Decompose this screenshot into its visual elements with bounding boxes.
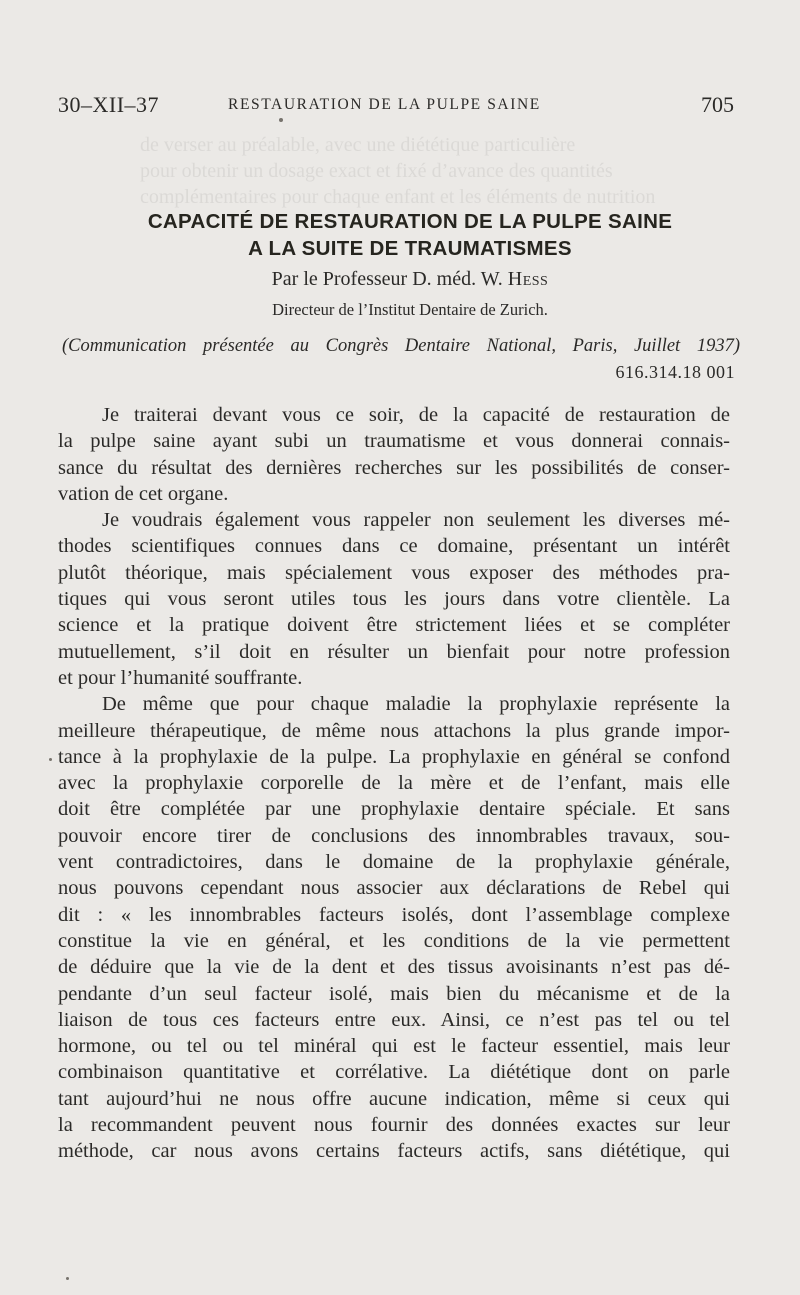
- text-line: dit : « les innombrables facteurs isolés, dont l’assemblage complexe: [58, 903, 730, 926]
- text-line: de déduire que la vie de la dent et des tissus avoisinants n’est pas dé-: [58, 956, 730, 979]
- text-line: combinaison quantitative et corrélative. La diététique dont on parle: [58, 1061, 730, 1084]
- author-name: Hess: [507, 268, 549, 290]
- text-line: thodes scientifiques connues dans ce domaine, présentant un intérêt: [58, 535, 730, 558]
- text-line: tance à la prophylaxie de la pulpe. La prophylaxie en général se confond: [58, 745, 730, 768]
- ink-speck: [279, 118, 283, 122]
- running-head: [58, 92, 734, 122]
- article-title-line-1: CAPACITÉ DE RESTAURATION DE LA PULPE SAINE: [147, 210, 673, 233]
- text-line: plutôt théorique, mais spécialement vous exposer des méthodes pra-: [58, 561, 730, 584]
- article-body: [58, 402, 730, 1165]
- text-line: doit être complétée par une prophylaxie dentaire spéciale. Et sans: [58, 798, 730, 821]
- text-line: avec la prophylaxie corporelle de la mère et de l’enfant, mais elle: [58, 772, 730, 795]
- text-line: pendante d’un seul facteur isolé, mais bien du mécanisme et de la: [58, 982, 730, 1005]
- article-title-line-2: A LA SUITE DE TRAUMATISMES: [248, 237, 572, 260]
- text-line: la recommandent peuvent nous fournir des données exactes sur leur: [58, 1114, 730, 1137]
- paragraph-3: [58, 691, 730, 1164]
- text-line: meilleure thérapeutique, de même nous attachons la plus grande impor-: [58, 719, 730, 742]
- text-line: tant aujourd’hui ne nous offre aucune indication, même si ceux qui: [58, 1087, 730, 1110]
- ink-speck: [49, 758, 52, 761]
- text-line: sance du résultat des dernières recherches sur les possibilités de conser-: [58, 456, 730, 479]
- communication-note: (Communication présentée au Congrès Dentaire National, Paris, Juillet 1937): [62, 336, 740, 356]
- paragraph-1: [58, 402, 730, 507]
- paragraph-2: [58, 507, 730, 691]
- author-prefix: Par le Professeur D. méd. W.: [271, 268, 503, 290]
- text-line: mutuellement, s’il doit en résulter un bienfait pour notre profession: [58, 640, 730, 663]
- running-head-title: RESTAURATION DE LA PULPE SAINE: [228, 96, 541, 113]
- text-line: et pour l’humanité souffrante.: [58, 666, 303, 689]
- text-line: pouvoir encore tirer de conclusions des innombrables travaux, sou-: [58, 824, 730, 847]
- author-affiliation: Directeur de l’Institut Dentaire de Zurich.: [272, 300, 548, 319]
- running-head-date: 30–XII–37: [58, 92, 160, 117]
- text-line: méthode, car nous avons certains facteurs actifs, sans diététique, qui: [58, 1140, 730, 1163]
- text-line: Je traiterai devant vous ce soir, de la capacité de restauration de: [102, 404, 730, 426]
- text-line: De même que pour chaque maladie la prophylaxie représente la: [102, 693, 730, 716]
- text-line: science et la pratique doivent être strictement liées et se compléter: [58, 614, 730, 637]
- text-line: hormone, ou tel ou tel minéral qui est le facteur essentiel, mais leur: [58, 1035, 730, 1058]
- text-line: vation de cet organe.: [58, 482, 229, 505]
- ink-speck: [66, 1277, 69, 1280]
- text-line: Je voudrais également vous rappeler non seulement les diverses mé-: [102, 509, 730, 532]
- text-line: vent contradictoires, dans le domaine de la prophylaxie générale,: [58, 851, 730, 874]
- text-line: la pulpe saine ayant subi un traumatisme et vous donnerai connais-: [58, 430, 730, 453]
- text-line: liaison de tous ces facteurs entre eux. Ainsi, ce n’est pas tel ou tel: [58, 1008, 730, 1031]
- text-line: nous pouvons cependant nous associer aux déclarations de Rebel qui: [58, 877, 730, 900]
- text-line: constitue la vie en général, et les conditions de la vie permettent: [58, 929, 730, 952]
- text-line: tiques qui vous seront utiles tous les jours dans votre clientèle. La: [58, 588, 730, 611]
- page-number: 705: [701, 92, 734, 117]
- show-through-text: de verser au préalable, avec une diététique particulière pour obtenir un dosage exact et fixé d’avance des quantités complémentaires pour chaque enfant et les éléments de nutrition: [140, 134, 656, 208]
- author-line: [90, 268, 730, 291]
- classification-number: 616.314.18 001: [615, 362, 735, 382]
